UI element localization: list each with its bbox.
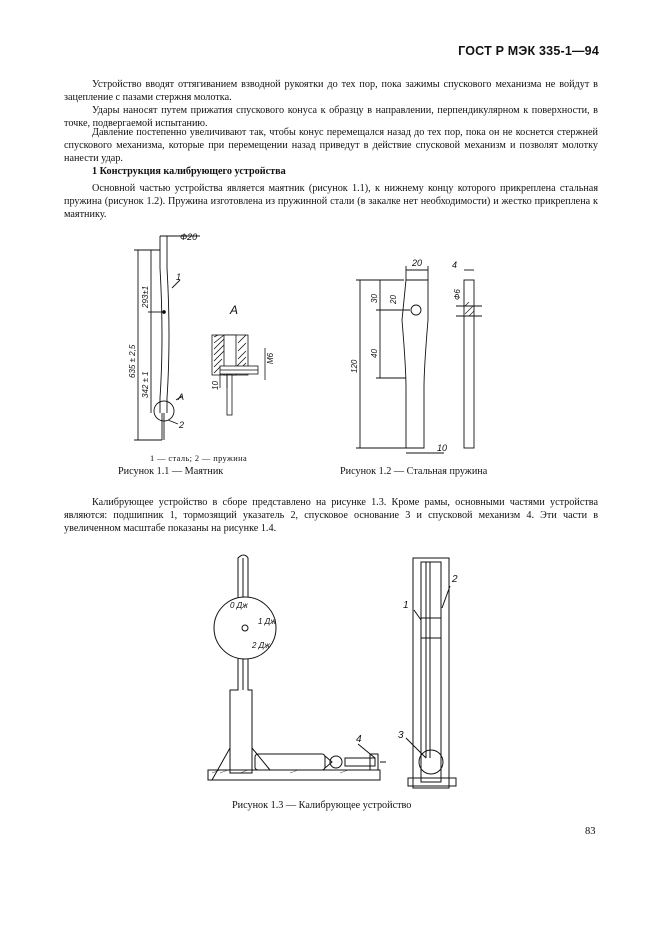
pendulum-label-1: 1 bbox=[176, 272, 182, 282]
paragraph-5 bbox=[64, 496, 598, 535]
spring-120-dim: 120 bbox=[350, 359, 359, 373]
spring-40-dim: 40 bbox=[370, 349, 379, 358]
spring-width-dim: 20 bbox=[412, 258, 423, 268]
paragraph-1-text: Устройство вводят оттягиванием взводной рукоятки до тех пор, пока зажимы спускового механизма не войдут в зацепление с пазами стержня молотка. bbox=[64, 79, 598, 103]
device-label-2: 2 bbox=[452, 574, 458, 585]
pendulum-upper-dim: 293±1 bbox=[141, 285, 150, 308]
page-number: 83 bbox=[585, 826, 596, 837]
spring-30-dim: 30 bbox=[370, 294, 379, 303]
figure-1-1-legend: 1 — сталь; 2 — пружина bbox=[150, 454, 248, 463]
paragraph-1 bbox=[64, 78, 598, 104]
spring-thickness-dim: 4 bbox=[452, 260, 458, 270]
paragraph-4 bbox=[64, 182, 598, 221]
detail-m6-dim: M6 bbox=[266, 352, 275, 364]
pendulum-diameter-dim: Ф20 bbox=[180, 232, 198, 242]
detail-10-dim: 10 bbox=[211, 381, 220, 390]
scale-mark-2: 2 Дж bbox=[252, 641, 270, 650]
paragraph-5-text: Калибрующее устройство в сборе представлено на рисунке 1.3. Кроме рамы, основными частями устройства являются: подшипник 1, тормозящий указатель 2, спусковое основание 3 и спусковой механизм 4. Эти части в увеличенном масштабе показаны на рисунке 1.4. bbox=[64, 497, 598, 534]
device-label-1: 1 bbox=[403, 600, 409, 611]
figure-1-1-pendulum bbox=[120, 228, 280, 453]
paragraph-3-text: Давление постепенно увеличивают так, чтобы конус перемещался назад до тех пор, пока он не коснется стержней спускового механизма, которые при перемещении назад приведут в действие спусковой механизм и позволят молотку нанести удар. bbox=[64, 127, 598, 164]
section-title: 1 Конструкция калибрующего устройства bbox=[92, 166, 286, 177]
pendulum-label-2: 2 bbox=[179, 420, 185, 430]
paragraph-4-text: Основной частью устройства является маятник (рисунок 1.1), к нижнему концу которого прикреплена стальная пружина (рисунок 1.2). Пружина изготовлена из пружинной стали (в закалке нет необходимости) и жестко прикреплена к маятнику. bbox=[64, 183, 598, 220]
scale-mark-0: 0 Дж bbox=[230, 601, 248, 610]
paragraph-3 bbox=[64, 126, 598, 165]
pendulum-label-a: A bbox=[178, 392, 185, 402]
figure-1-2-spring bbox=[344, 258, 504, 458]
pendulum-lower-dim: 342 ± 1 bbox=[141, 371, 150, 398]
pendulum-total-dim: 635 ± 2,5 bbox=[128, 344, 137, 378]
detail-a-label: A bbox=[230, 303, 239, 317]
page-header: ГОСТ Р МЭК 335-1—94 bbox=[458, 44, 599, 58]
spring-20-side-dim: 20 bbox=[389, 295, 398, 304]
figure-1-2-caption: Рисунок 1.2 — Стальная пружина bbox=[340, 466, 488, 477]
figure-1-3-caption: Рисунок 1.3 — Калибрующее устройство bbox=[232, 800, 412, 811]
device-label-3: 3 bbox=[398, 730, 404, 741]
device-label-4: 4 bbox=[356, 734, 362, 745]
spring-10-bottom-dim: 10 bbox=[437, 443, 448, 453]
paragraph-2-text: Удары наносят путем прижатия спускового конуса к образцу в направлении, перпендикулярном к поверхности, в точке, подвергаемой испытанию. bbox=[64, 105, 598, 129]
scale-mark-1: 1 Дж bbox=[258, 617, 276, 626]
figure-1-1-caption: Рисунок 1.1 — Маятник bbox=[118, 466, 224, 477]
figure-1-3-calibration-device bbox=[200, 548, 480, 798]
spring-hole-dim: Ф6 bbox=[453, 289, 462, 300]
